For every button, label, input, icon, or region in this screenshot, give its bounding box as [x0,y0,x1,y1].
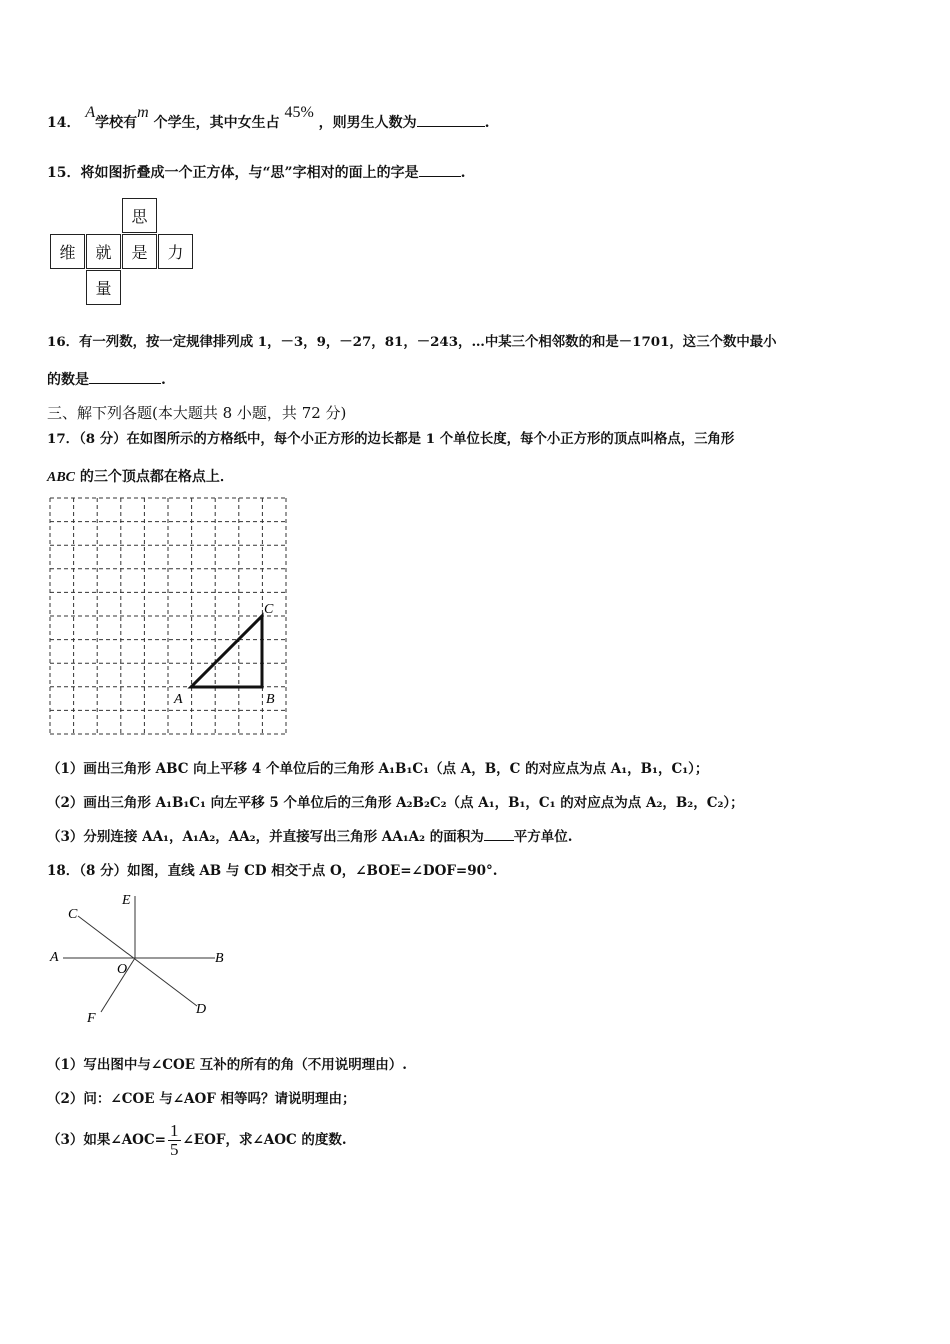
net-cell: 力 [158,234,193,269]
net-cell: 量 [86,270,121,305]
net-cell: 就 [86,234,121,269]
question-17-line-2: ABC 的三个顶点都在格点上． [47,469,234,485]
question-18-part-3: （3）如果∠AOC= $\frac{1}{5}$ ∠EOF，求∠AOC 的度数. [47,1121,347,1159]
net-cell: 思 [122,198,157,233]
label-c: C [264,602,274,617]
section-heading: 三、解下列各题(本大题共 8 小题，共 72 分) [47,404,347,422]
answer-blank[interactable] [419,164,461,177]
question-17-part-2: （2）画出三角形 A₁B₁C₁ 向左平移 5 个单位后的三角形 A₂B₂C₂（点 A₁，B₁，C₁ 的对应点为点 A₂，B₂，C₂）； [47,795,744,811]
label-f: F [87,1011,96,1026]
label-d: D [196,1002,207,1017]
question-16-line-2: 的数是 . [47,372,166,388]
question-16-line-1: 16．有一列数，按一定规律排列成 1，－3，9，－27，81，－243，…中某三个相邻数的和是－1701，这三个数中最小 [47,334,777,350]
question-18-part-2: （2）问：∠COE 与∠AOF 相等吗？请说明理由； [47,1091,356,1107]
label-b: B [266,692,275,707]
question-15: 15．将如图折叠成一个正方体，与“思”字相对的面上的字是 . [47,165,466,181]
net-cell: 是 [122,234,157,269]
label-o: O [117,962,128,977]
fraction: $\frac{1}{5}$ [170,1121,179,1159]
var-a: A [85,104,96,121]
line-cd [78,916,197,1006]
label-c: C [68,907,78,922]
question-18-part-1: （1）写出图中与∠COE 互补的所有的角（不用说明理由）. [47,1057,407,1073]
answer-blank[interactable] [89,371,161,384]
answer-blank[interactable] [484,828,514,841]
question-18-line-1: 18．（8 分）如图，直线 AB 与 CD 相交于点 O，∠BOE=∠DOF=90°. [47,863,498,879]
var-m: m [137,104,149,121]
question-17-part-1: （1）画出三角形 ABC 向上平移 4 个单位后的三角形 A₁B₁C₁（点 A，B，C 的对应点为点 A₁，B₁，C₁）； [47,761,709,777]
answer-blank[interactable] [417,114,485,127]
triangle-abc [191,616,262,687]
grid-figure [40,490,300,740]
percent-value: 45% [284,104,314,121]
question-17-line-1: 17．（8 分）在如图所示的方格纸中，每个小正方形的边长都是 1 个单位长度，每个小正方形的顶点叫格点，三角形 [47,431,735,447]
label-a: A [50,950,59,965]
question-17-part-3: （3）分别连接 AA₁，A₁A₂，AA₂，并直接写出三角形 AA₁A₂ 的面积为 平方单位. [47,829,573,845]
label-e: E [122,893,131,908]
label-a: A [174,692,183,707]
net-cell: 维 [50,234,85,269]
label-b: B [215,951,224,966]
lines-figure [45,888,235,1028]
question-14: 14． A学校有m 个学生，其中女生占 45% ，则男生人数为 . [47,104,490,131]
